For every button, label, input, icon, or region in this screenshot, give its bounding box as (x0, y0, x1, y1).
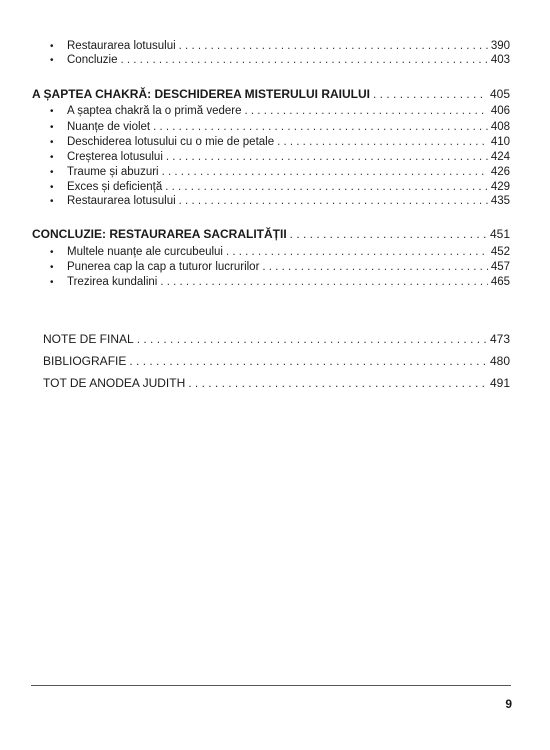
toc-chapter-heading[interactable] (32, 87, 510, 101)
toc-entry-label: Punerea cap la cap a tuturor lucrurilor (67, 261, 260, 273)
toc-entry[interactable] (50, 260, 510, 275)
toc-entry-page: 452 (490, 246, 510, 258)
bullet: • (50, 277, 54, 288)
toc-entry-label: Multele nuanțe ale curcubeului (67, 246, 223, 258)
bullet: • (50, 167, 54, 178)
leader-dots (162, 165, 488, 179)
toc-endmatter-entry[interactable] (43, 376, 510, 390)
chapter-page: 405 (489, 87, 510, 101)
toc-entry-label: Nuanțe de violet (67, 121, 151, 133)
leader-dots (137, 332, 487, 346)
toc-entry[interactable] (50, 245, 510, 260)
toc-entry-label: A șaptea chakră la o primă vedere (67, 105, 242, 117)
leader-dots (290, 227, 487, 241)
toc-entry-page: 491 (489, 376, 510, 390)
toc-entry-label: TOT DE ANODEA JUDITH (43, 376, 186, 390)
chapter-title: CONCLUZIE: RESTAURAREA SACRALITĂȚII (32, 227, 287, 241)
toc-entry[interactable] (50, 39, 510, 54)
bullet: • (50, 137, 54, 148)
toc-entry-label: Traume și abuzuri (67, 166, 159, 178)
toc-endmatter-entry[interactable] (43, 332, 510, 346)
leader-dots (373, 87, 487, 101)
leader-dots (179, 194, 488, 208)
leader-dots (188, 376, 487, 390)
bullet: • (50, 196, 54, 207)
toc-chapter-heading[interactable] (32, 227, 510, 241)
footer-rule (31, 685, 511, 686)
leader-dots (121, 53, 488, 67)
toc-entry-page: 408 (490, 121, 510, 133)
toc-entry-label: Deschiderea lotusului cu o mie de petale (67, 136, 275, 148)
toc-entry-label: Trezirea kundalini (67, 276, 158, 288)
bullet: • (50, 262, 54, 273)
toc-entry-page: 424 (490, 151, 510, 163)
toc-entry[interactable] (50, 275, 510, 290)
toc-entry-label: Concluzie (67, 54, 118, 66)
leader-dots (165, 180, 488, 194)
toc-endmatter-entry[interactable] (43, 354, 510, 368)
toc-entry[interactable] (50, 53, 510, 68)
leader-dots (129, 354, 487, 368)
bullet: • (50, 122, 54, 133)
leader-dots (245, 104, 488, 118)
leader-dots (226, 245, 488, 259)
leader-dots (262, 260, 487, 274)
toc-entry-label: NOTE DE FINAL (43, 332, 134, 346)
leader-dots (160, 275, 487, 289)
toc-entry-page: 480 (489, 354, 510, 368)
toc-entry-label: Creșterea lotusului (67, 151, 163, 163)
toc-entry-page: 406 (490, 105, 510, 117)
chapter-title: A ȘAPTEA CHAKRĂ: DESCHIDEREA MISTERULUI RAIULUI (32, 87, 371, 101)
toc-entry-page: 410 (490, 136, 510, 148)
toc-entry[interactable] (50, 104, 510, 119)
toc-entry-label: Restaurarea lotusului (67, 195, 176, 207)
bullet: • (50, 182, 54, 193)
toc-entry[interactable] (50, 135, 510, 150)
toc-entry[interactable] (50, 150, 510, 165)
page-number: 9 (505, 697, 512, 711)
bullet: • (50, 106, 54, 117)
toc-entry-page: 403 (490, 54, 510, 66)
toc-entry-page: 390 (490, 40, 510, 52)
toc-entry-page: 457 (490, 261, 510, 273)
toc-entry-label: Restaurarea lotusului (67, 40, 176, 52)
toc-entry-page: 473 (489, 332, 510, 346)
bullet: • (50, 247, 54, 258)
toc-entry-page: 465 (490, 276, 510, 288)
toc-entry-label: Exces și deficiență (67, 181, 163, 193)
bullet: • (50, 41, 54, 52)
toc-entry[interactable] (50, 120, 510, 135)
toc-entry[interactable] (50, 194, 510, 209)
toc-entry-page: 435 (490, 195, 510, 207)
leader-dots (153, 120, 488, 134)
toc-entry-page: 429 (490, 181, 510, 193)
toc-entry[interactable] (50, 180, 510, 195)
bullet: • (50, 55, 54, 66)
chapter-page: 451 (489, 227, 510, 241)
bullet: • (50, 152, 54, 163)
leader-dots (166, 150, 488, 164)
toc-entry-page: 426 (490, 166, 510, 178)
leader-dots (277, 135, 488, 149)
toc-entry[interactable] (50, 165, 510, 180)
toc-entry-label: BIBLIOGRAFIE (43, 354, 127, 368)
leader-dots (179, 39, 488, 53)
